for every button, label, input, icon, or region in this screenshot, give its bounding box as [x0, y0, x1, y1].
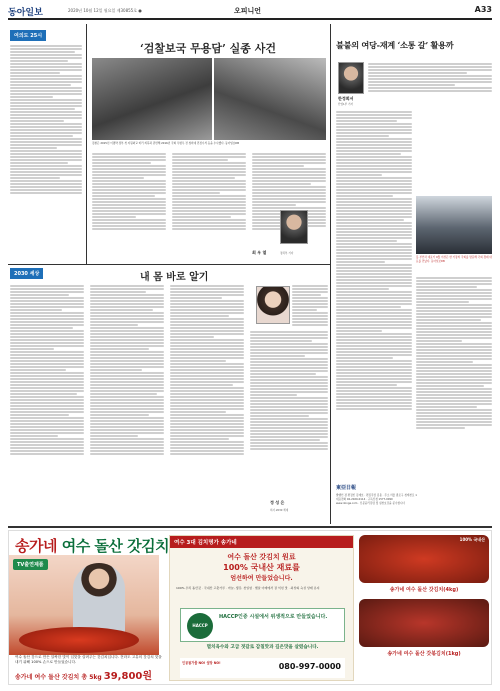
ad-product-image-1 — [359, 535, 489, 583]
ad-product-label-1: 송가네 여수 돌산 갓김치(4kg) — [389, 587, 459, 593]
ad-product-image-2 — [359, 599, 489, 647]
ad-haccp-text: HACCP인증 시설에서 위생적으로 만들었습니다. — [219, 614, 328, 620]
ad-info-panel — [169, 535, 354, 681]
section-title: 오피니언 — [234, 7, 262, 15]
ad-products — [359, 535, 489, 681]
reporter-photo — [280, 210, 308, 244]
column-divider — [330, 24, 331, 524]
columnist-role: 산업1부 기자 — [338, 103, 354, 106]
newspaper-logo: 동아일보 — [8, 8, 43, 18]
col2030-body-1 — [10, 284, 84, 520]
col2030-body-4b — [250, 330, 328, 492]
ad-model-image — [73, 563, 125, 635]
main-headline: ‘검찰보국 무용담’ 실종 사건 — [139, 42, 277, 55]
right-headline: 불붙의 여당-재계 ‘소통 갈’ 활용까 — [336, 40, 454, 50]
issue-date: 2020년 10월 12일 월요일 제30855호 ● — [68, 8, 142, 13]
column-badge: 여의도 25시 — [10, 30, 46, 41]
right-body-top — [368, 62, 492, 106]
haccp-icon: HACCP — [187, 613, 213, 639]
nameplate-logo: 東亞日報 — [336, 485, 357, 491]
ad-product-badge: 100% 국내산 — [459, 537, 485, 542]
ad-info-header: 여수 3대 김치명가 송가네 — [170, 536, 353, 548]
col2030-body-3 — [170, 284, 244, 520]
ad-price-line — [15, 667, 165, 682]
columnist-photo — [338, 62, 364, 94]
masthead — [8, 4, 492, 20]
article-photo-right — [214, 58, 326, 140]
ad-product: 여수 돌산 갓김치 — [61, 537, 170, 555]
columnist-2030-role: 의사·2030 세대 — [270, 509, 289, 512]
advertisement — [8, 530, 492, 685]
right-body-col1 — [336, 110, 412, 482]
ad-price-label: 송가네 여수 돌산 갓김치 총 5kg — [15, 674, 102, 681]
ad-phone-label: 인공첨가물 NO! 설탕 NO! — [182, 661, 221, 665]
ad-info-list: 100% 우리 돌산갓 · 국내산 고춧가루 · 마늘, 생강, 천일염 · 햇살 아래에서 잘 익힌 맛 · 최상의 숙성 상태 유지 — [176, 586, 320, 590]
ad-info-headline: 100% 국내산 재료를 — [223, 563, 300, 572]
main-body-col2 — [172, 152, 246, 260]
right-body-col2 — [416, 276, 492, 482]
ad-price: 39,800원 — [103, 671, 153, 682]
page-number: A33 — [474, 5, 492, 14]
col2030-body-2 — [90, 284, 164, 520]
columnist-name: 한정희서 — [338, 96, 354, 101]
ad-info-sub: 여수 돌산 갓김치 원료 — [227, 553, 296, 561]
left-article-body — [10, 44, 82, 260]
main-body-col1 — [92, 152, 166, 260]
column-2030-badge: 2030 세상 — [10, 268, 43, 279]
ad-phone-number[interactable]: 080-997-0000 — [278, 662, 341, 671]
ad-kimchi-image — [19, 627, 139, 653]
ad-title — [15, 535, 169, 556]
right-column-photo — [416, 196, 492, 254]
ad-info-headline-2: 엄선하여 만들었습니다. — [230, 575, 293, 582]
reporter-name: 최 우 열 — [252, 250, 267, 255]
nameplate-line-1: 발행인 겸 편집인 김재호 · 편집국장 김용 · 주소 서울 종로구 청계천로 1 — [336, 494, 417, 497]
ad-brand: 송가네 — [15, 537, 57, 555]
ad-haccp-note: 멸치육수와 고급 젓갈로 감칠맛과 깊은맛을 살렸습니다. — [206, 645, 319, 650]
reporter-role: 정치부 기자 — [280, 252, 294, 255]
newspaper-nameplate — [336, 484, 492, 524]
ad-divider — [8, 526, 492, 528]
ad-product-label-2: 송가네 여수 돌산 갓볶김치(1kg) — [387, 651, 461, 657]
column-2030-title: 내 몸 바로 알기 — [140, 272, 209, 283]
article-photo-left — [92, 58, 212, 140]
ad-haccp-box — [180, 608, 345, 642]
column-divider — [86, 24, 87, 264]
photo-caption: 검찰은 2015년 이명박 정부 첫 자원외교 비리 의혹과 관련해 2016년 국회 우병우 전 청와대 민정수석 등을 수사했다. 동아일보DB — [92, 142, 240, 145]
columnist-2030-photo — [256, 286, 290, 324]
columnist-2030-name: 정 성 은 — [270, 500, 285, 505]
nameplate-line-2: 대표전화 02-2020-0114 · 구독신청 1577-0090 — [336, 498, 393, 501]
ad-tv-tag: TV출연제품 — [13, 559, 48, 570]
nameplate-line-3: www.donga.com · 신문윤리강령 및 실천요강을 준수합니다 — [336, 502, 405, 505]
ad-description: 여수 돌산 갓으로 만든 알싸한 맛이 입맛을 살려주는 갓김치입니다. 전라도 고유의 갓김치 맛을 내기 위해 100% 손으로 만들었습니다. — [15, 655, 162, 664]
right-photo-caption: 홍 부인차 대표가 9월 이상은 한 가장의 국회를 방문해 국회 경제 대표를 만났다. 동아일보DB — [416, 256, 492, 263]
section-divider — [8, 264, 330, 265]
ad-phone-box — [180, 658, 345, 678]
